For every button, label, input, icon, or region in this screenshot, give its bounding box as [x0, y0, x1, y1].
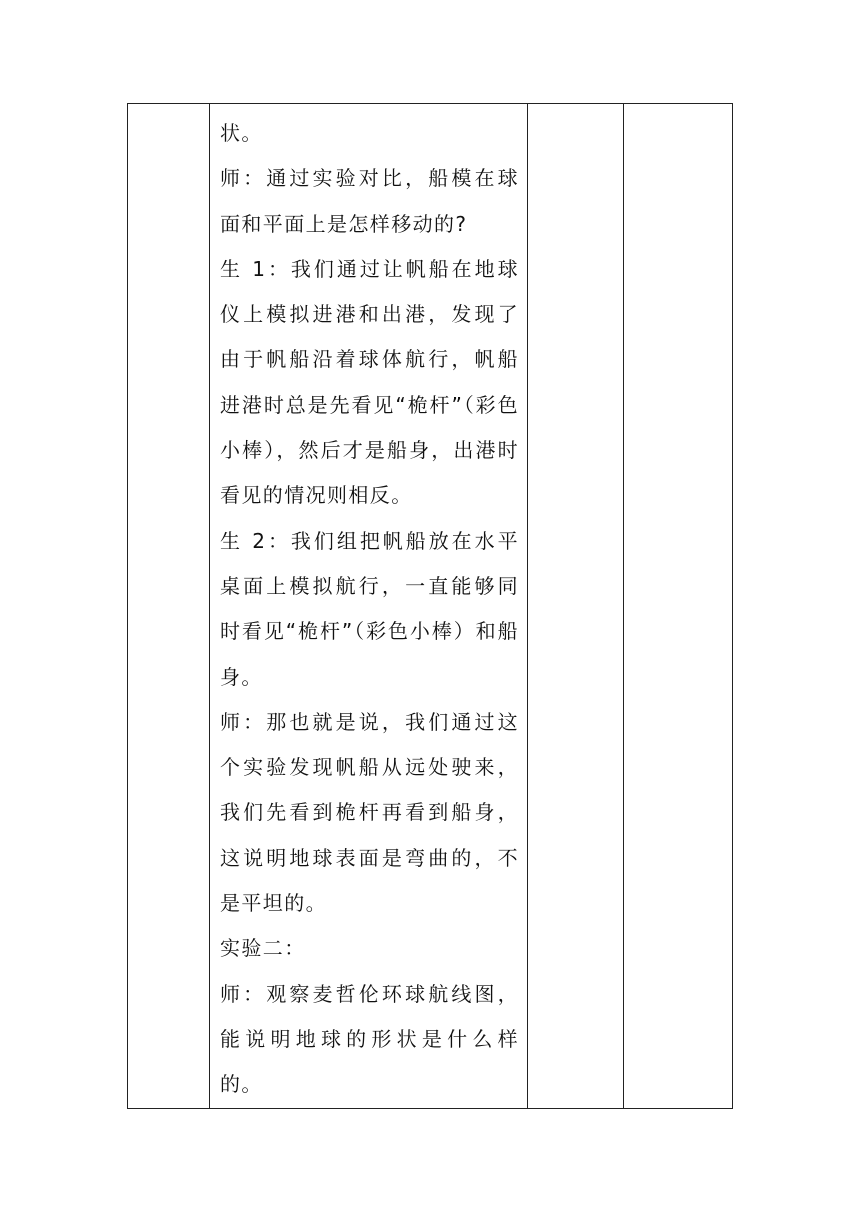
paragraph-2: 师：通过实验对比，船模在球面和平面上是怎样移动的? [220, 166, 519, 236]
empty-cell-right-2 [624, 104, 733, 1109]
paragraph-4: 生 2：我们组把帆船放在水平桌面上模拟航行，一直能够同时看见“桅杆”（彩色小棒）和船身。 [220, 528, 519, 689]
empty-cell-left [128, 104, 210, 1109]
paragraph-6: 实验二： [220, 936, 306, 961]
paragraph-5: 师：那也就是说，我们通过这个实验发现帆船从远处驶来，我们先看到桅杆再看到船身，这说明地球表面是弯曲的，不是平坦的。 [220, 709, 519, 916]
paragraph-7: 师：观察麦哲伦环球航线图，能说明地球的形状是什么样的。 [220, 981, 519, 1097]
paragraph-3: 生 1：我们通过让帆船在地球仪上模拟进港和出港，发现了由于帆船沿着球体航行，帆船进港时总是先看见“桅杆”（彩色小棒），然后才是船身，出港时看见的情况则相反。 [220, 256, 519, 508]
empty-cell-right-1 [528, 104, 624, 1109]
table-row [128, 104, 733, 1109]
lesson-content-cell [210, 104, 528, 1109]
paragraph-1: 状。 [220, 121, 263, 145]
lesson-table [127, 103, 733, 1109]
